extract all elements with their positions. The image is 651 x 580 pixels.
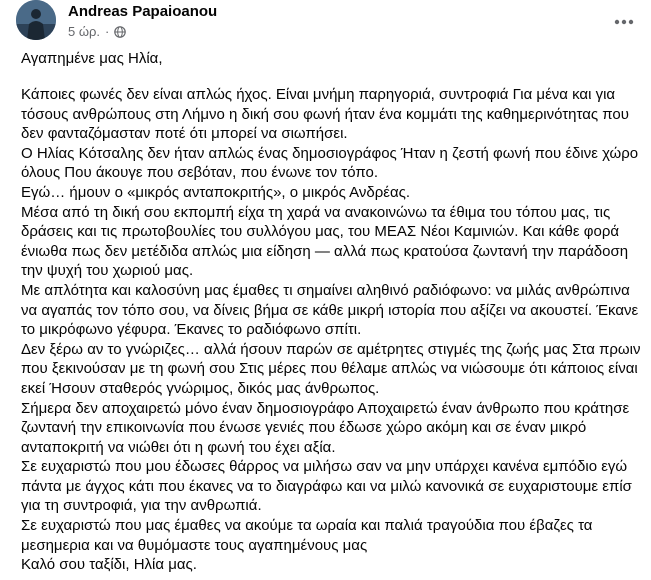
post-text-line: ζωντανή την επικοινωνία που ένωσε γενιές που έδωσε χώρο ακόμη και σε έναν μικρό (21, 419, 587, 437)
post-paragraphs (21, 85, 651, 575)
post-text-line: δράσεις και τις πρωτοβουλίες του συλλόγου μας, του ΜΕΑΣ Νέοι Καμινιών. Και κάθε φορά (21, 223, 620, 241)
meta-separator: · (105, 24, 110, 39)
post-text-line: όλους Που άκουγε που σεβόταν, που ένωνε τον τόπο. (21, 164, 379, 182)
post-text-line: την ψυχή του χωριού μας. (21, 262, 194, 280)
post-text-line: Καλό σου ταξίδι, Ηλία μας. (21, 556, 197, 574)
author-name[interactable]: Andreas Papaioanou (68, 3, 218, 20)
post-text-line: Ο Ηλίας Κότσαλης δεν ήταν απλώς ένας δημοσιογράφος Ήταν η ζεστή φωνή που έδινε χώρο (21, 144, 639, 162)
post-text-line: ένιωθα πως δεν μετέδιδα απλώς μια είδηση — αλλά πως κρατούσα ζωντανή την παράδοση (21, 242, 629, 260)
post-timestamp[interactable]: 5 ώρ. (68, 24, 100, 39)
post-text-line: Κάποιες φωνές δεν είναι απλώς ήχος. Είναι μνήμη παρηγοριά, συντροφιά Για μένα και για (21, 86, 616, 103)
post-text-line: Σε ευχαριστώ που μας έμαθες να ακούμε τα ωραία και παλιά τραγούδια που έβαζες τα (21, 517, 593, 535)
post-text-line: εκεί Ήσουν σταθερός γνώριμος, δικός μας άνθρωπος. (21, 379, 380, 397)
post-text-line: που ξεκινούσαν με τη φωνή σου Στις μέρες που θέλαμε απλώς να νιώσουμε ότι κάποιος είναι (21, 360, 638, 378)
post-text-line: Σήμερα δεν αποχαιρετώ μόνο έναν δημοσιογράφο Αποχαιρετώ έναν άνθρωπο που κράτησε (21, 399, 630, 417)
post-text-line: μεσημερια και να θυμόμαστε τους αγαπημένους μας (21, 536, 368, 554)
post-text-line: τόσους ανθρώπους στη Λήμνο η δική σου φωνή ήταν ένα κομμάτι της καθημερινότητας που (21, 105, 629, 123)
post-text-line: Εγώ… ήμουν ο «μικρός ανταποκριτής», ο μικρός Ανδρέας. (21, 183, 411, 201)
post-text-line: δεν φανταζόμασταν ποτέ ότι μπορεί να σιωπήσει. (21, 125, 348, 143)
post-text-line: Δεν ξέρω αν το γνώριζες… αλλά ήσουν παρών σε αμέτρητες στιγμές της ζωής μας Στα πρωιν (21, 340, 641, 358)
post-text-line: να αγαπάς τον τόπο σου, να δίνεις βήμα σε κάθε μικρή ιστορία που αξίζει να ακουστεί. Έκανε (21, 301, 639, 319)
post-text-line: Σε ευχαριστώ που μου έδωσες θάρρος να μιλήσω σαν να μην υπάρχει κανένα εμπόδιο εγώ (21, 458, 628, 476)
post-text-line: για τη συντροφιά, για την ανθρωπιά. (21, 497, 262, 515)
post-body (21, 49, 651, 575)
post-meta (68, 24, 126, 39)
globe-icon[interactable] (114, 26, 126, 38)
post-text-line: ανταποκριτή να νιώθει ότι η φωνή του έχει αξία. (21, 438, 336, 456)
more-options-icon[interactable] (610, 8, 638, 36)
post-text-line: Με απλότητα και καλοσύνη μας έμαθες τι σημαίνει αληθινό ραδιόφωνο: να μιλάς ανθρώπινα (21, 281, 630, 299)
post-greeting: Αγαπημένε μας Ηλία, (21, 50, 163, 67)
post-text-line: Μέσα από τη δική σου εκπομπή είχα τη χαρά να ανακοινώνω τα έθιμα του τόπου μας, τις (21, 203, 611, 221)
post-text-line: πάντα με άγχος κάτι που έκανες να το διαγράφω και να μιλώ κανονικά σε ευχαριστουμε επίσ (21, 477, 632, 495)
author-avatar[interactable] (16, 0, 56, 40)
post-text-line: το μικρόφωνο γέφυρα. Έκανες το ραδιόφωνο σπίτι. (21, 321, 362, 339)
